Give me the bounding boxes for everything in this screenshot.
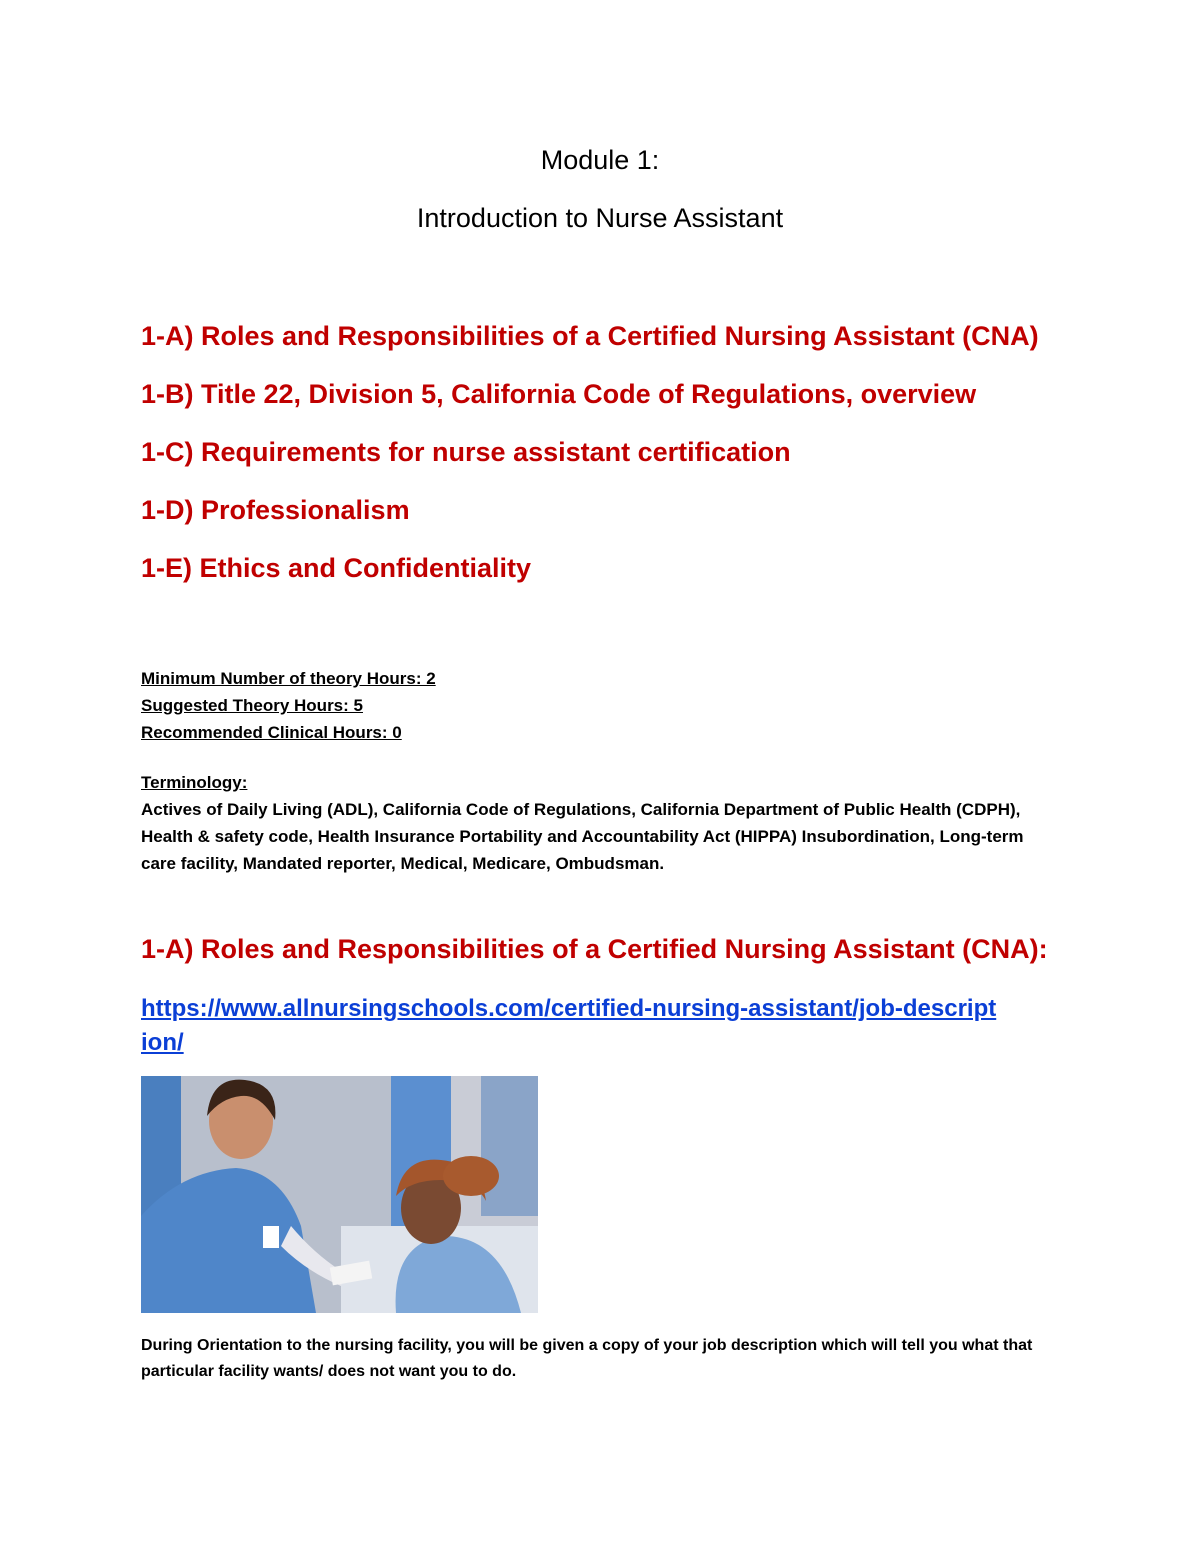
minimum-theory-hours: Minimum Number of theory Hours: 2 [141, 669, 436, 688]
photo-illustration [141, 1076, 538, 1313]
module-subtitle: Introduction to Nurse Assistant [416, 203, 784, 233]
hours-block [141, 665, 1101, 746]
section-item-1b: 1-B) Title 22, Division 5, California Code of Regulations, overview [141, 379, 977, 409]
terminology-block [141, 769, 1061, 877]
photo-curtain-right [481, 1076, 538, 1216]
photo-patient-bun [443, 1156, 499, 1196]
job-description-link[interactable]: https://www.allnursingschools.com/certified-nursing-assistant/job-description/ [141, 995, 997, 1056]
recommended-clinical-hours: Recommended Clinical Hours: 0 [141, 723, 402, 742]
section-item-1a: 1-A) Roles and Responsibilities of a Certified Nursing Assistant (CNA) [141, 321, 1039, 351]
photo-badge [263, 1226, 279, 1248]
terminology-text: Actives of Daily Living (ADL), California Code of Regulations, California Department of Public Health (CDPH), Health & safety code, Health Insurance Portability and Accountability Act (HIPPA) Insubordination, Long-term care facility, Mandated reporter, Medical, Medicare, Ombudsman. [141, 800, 1024, 873]
section-list [141, 318, 1141, 608]
terminology-heading: Terminology: [141, 773, 248, 792]
module-title: Module 1: [540, 145, 660, 175]
suggested-theory-hours: Suggested Theory Hours: 5 [141, 696, 363, 715]
orientation-caption: During Orientation to the nursing facility, you will be given a copy of your job description which will tell you what that particular facility wants/ does not want you to do. [141, 1337, 1033, 1380]
nurse-assistant-photo [141, 1076, 538, 1313]
section-item-1e: 1-E) Ethics and Confidentiality [141, 553, 532, 583]
section-item-1d: 1-D) Professionalism [141, 495, 410, 525]
section-item-1c: 1-C) Requirements for nurse assistant certification [141, 437, 791, 467]
section-1a-heading: 1-A) Roles and Responsibilities of a Certified Nursing Assistant (CNA): [141, 934, 1048, 964]
